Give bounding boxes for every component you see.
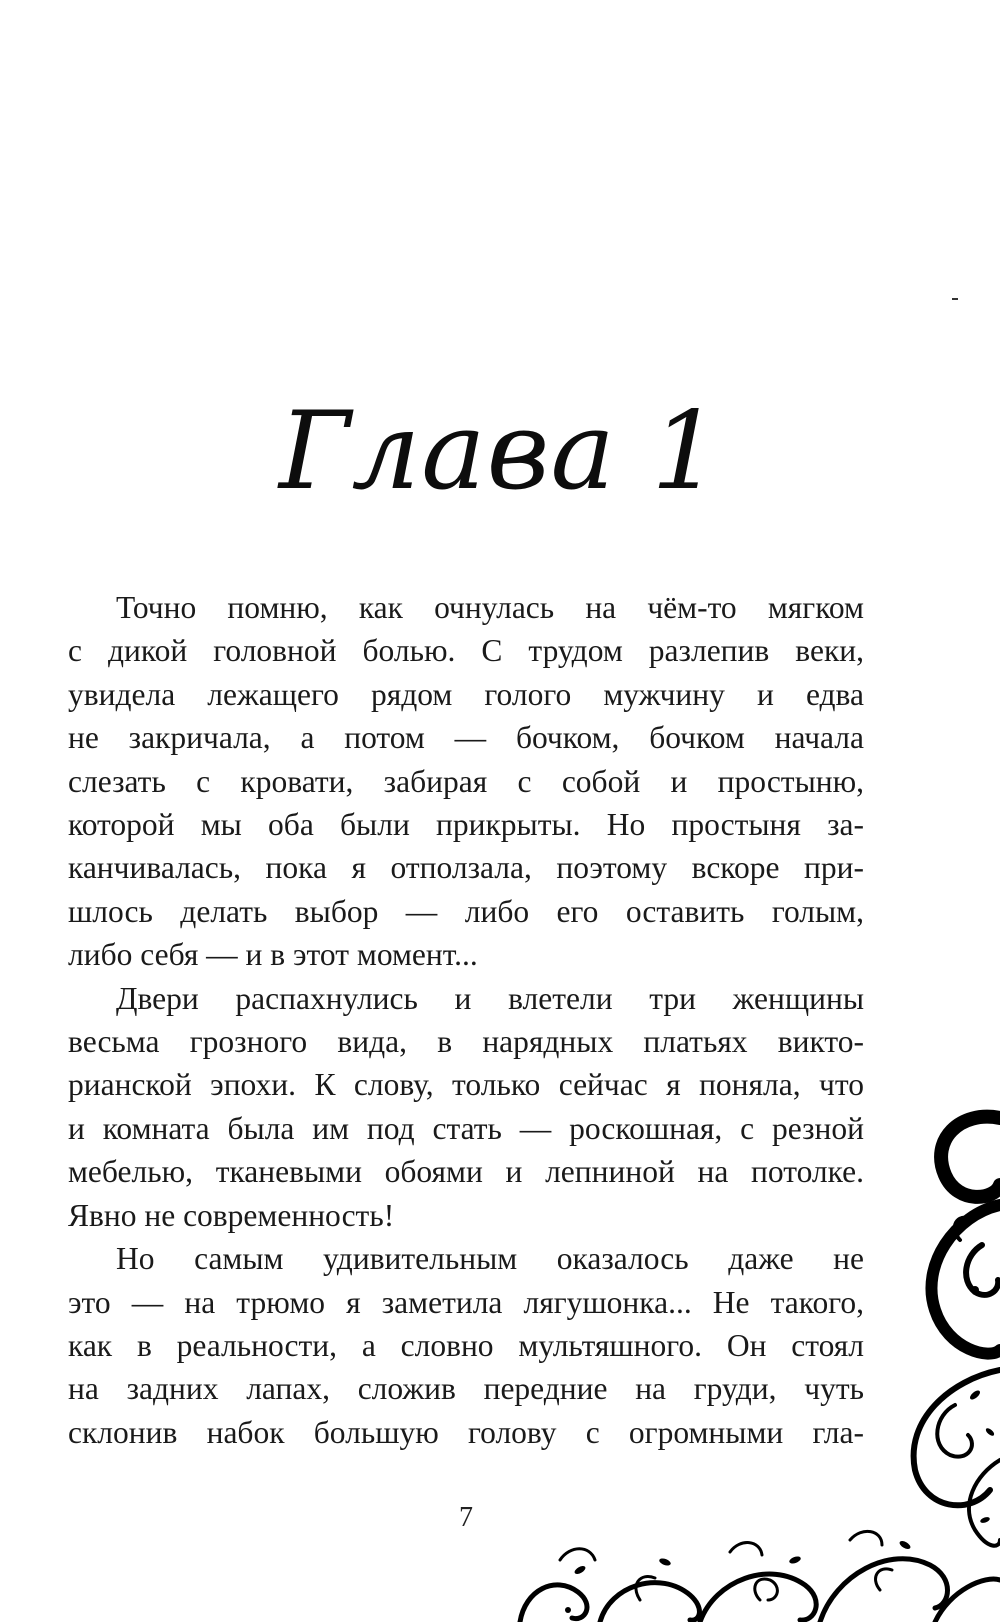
text-line: которой мы оба были прикрыты. Но простыня за- bbox=[68, 807, 864, 843]
paragraph-1 bbox=[68, 586, 864, 977]
page-number: 7 bbox=[459, 1502, 473, 1533]
text-line: канчивалась, пока я отползала, поэтому вскоре при- bbox=[68, 850, 864, 886]
chapter-body bbox=[68, 586, 864, 1454]
chapter-title: Глава 1 bbox=[279, 389, 721, 514]
text-line: рианской эпохи. К слову, только сейчас я поняла, что bbox=[68, 1067, 864, 1103]
text-line: слезать с кровати, забирая с собой и простыню, bbox=[68, 763, 864, 799]
text-line: мебелью, тканевыми обоями и лепниной на потолке. bbox=[68, 1154, 864, 1190]
paragraph-2 bbox=[68, 977, 864, 1237]
text-line: увидела лежащего рядом голого мужчину и едва bbox=[68, 676, 864, 712]
text-line: Явно не современность! bbox=[68, 1197, 395, 1233]
text-line: не закричала, а потом — бочком, бочком начала bbox=[68, 720, 864, 756]
text-line: с дикой головной болью. С трудом разлепив веки, bbox=[68, 633, 864, 669]
print-speck bbox=[952, 298, 958, 300]
text-line: Точно помню, как очнулась на чём-то мягком bbox=[116, 590, 864, 625]
text-line: как в реальности, а словно мультяшного. Он стоял bbox=[68, 1327, 864, 1363]
text-line: склонив набок большую голову с огромными гла- bbox=[68, 1414, 864, 1450]
text-line: это — на трюмо я заметила лягушонка... Не такого, bbox=[68, 1284, 864, 1320]
text-line: и комната была им под стать — роскошная, с резной bbox=[68, 1110, 864, 1146]
paragraph-3 bbox=[68, 1237, 864, 1454]
text-line: на задних лапах, сложив передние на груди, чуть bbox=[68, 1371, 864, 1407]
text-line: весьма грозного вида, в нарядных платьях викто- bbox=[68, 1024, 864, 1060]
text-line: Но самым удивительным оказалось даже не bbox=[116, 1241, 864, 1277]
text-line: Двери распахнулись и влетели три женщины bbox=[116, 980, 864, 1016]
text-line: либо себя — и в этот момент... bbox=[68, 937, 478, 973]
text-line: шлось делать выбор — либо его оставить голым, bbox=[68, 893, 864, 929]
